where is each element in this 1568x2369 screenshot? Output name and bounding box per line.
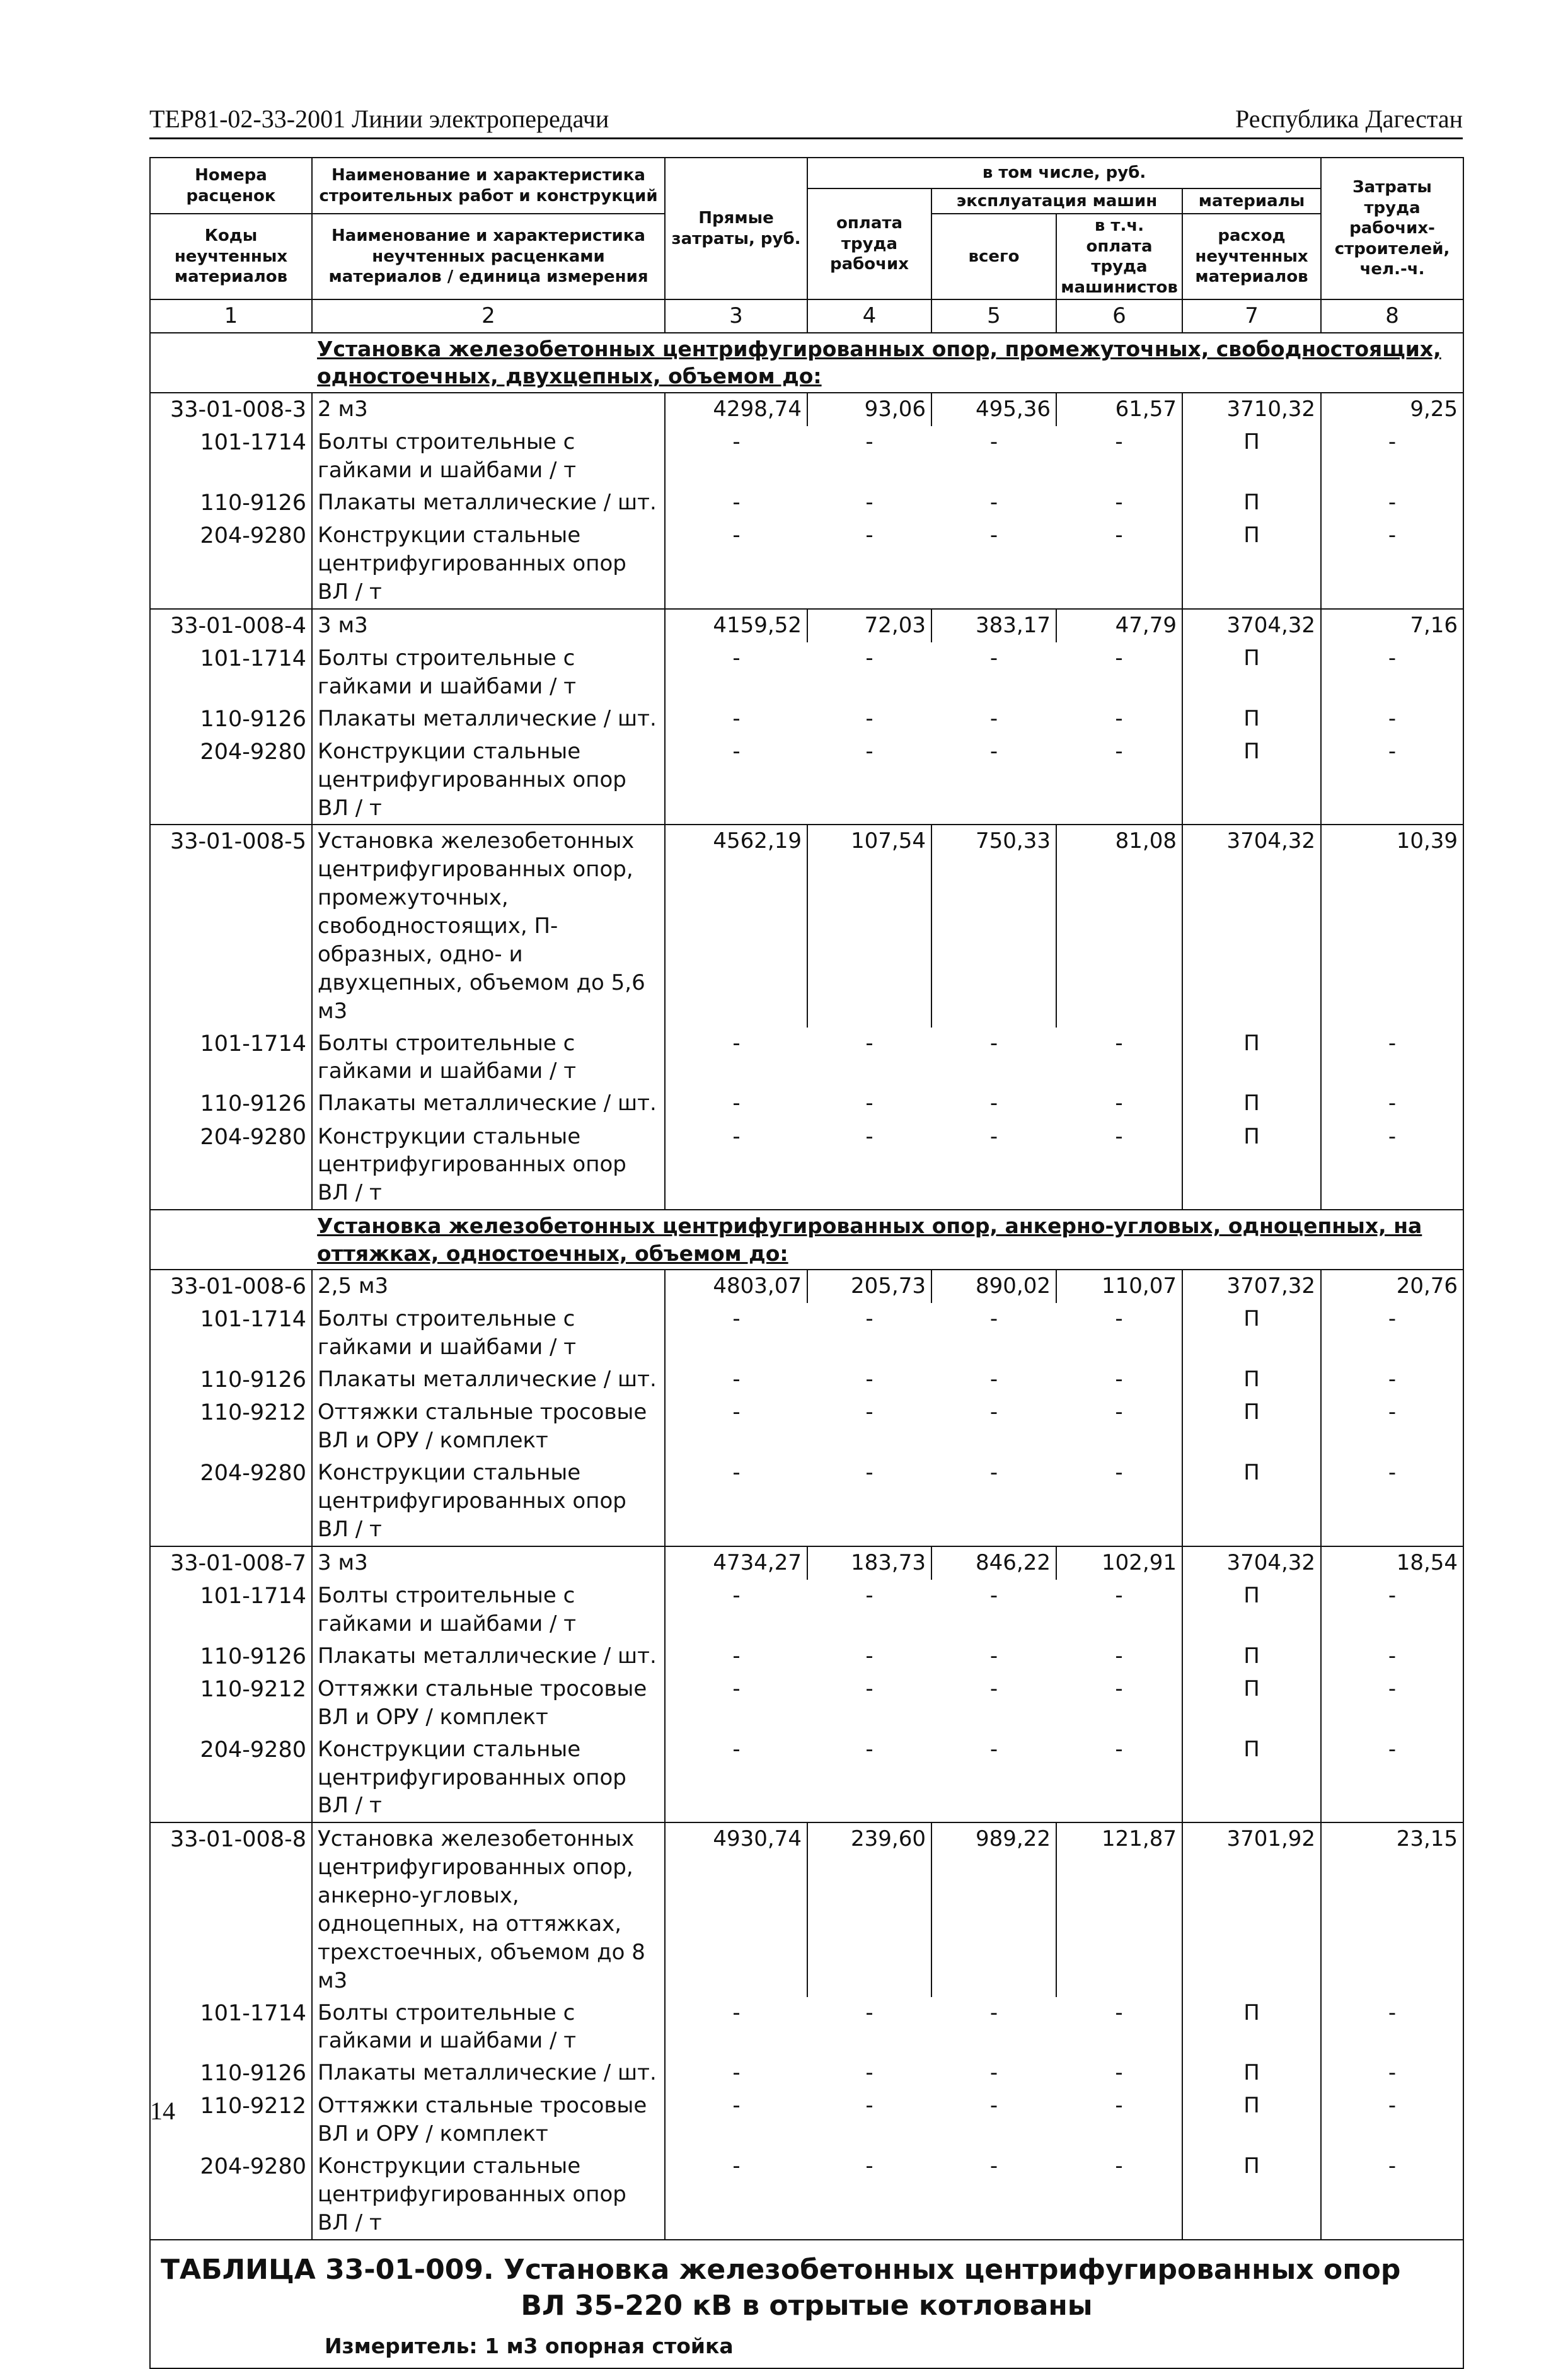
empty-value: - [931,519,1056,609]
empty-value: - [1115,1399,1123,1425]
materials-cost: 3704,32 [1182,825,1321,1027]
material-row [150,426,1463,487]
empty-value: - [665,1121,807,1210]
material-code: 101-1714 [150,1028,312,1088]
material-name: Оттяжки стальные тросовые ВЛ и ОРУ / комплект [312,1396,665,1457]
empty-value: - [931,736,1056,825]
empty-value: - [665,519,807,609]
empty-value: - [665,642,807,703]
empty-value: - [989,429,998,455]
empty-value: - [665,2090,807,2150]
unaccounted-material-mark: П [1182,2150,1321,2240]
empty-value: - [931,1734,1056,1823]
rate-row [150,1546,1463,1580]
rate-code: 33-01-008-4 [150,609,312,642]
price-table [149,157,1464,2369]
empty-value: - [1321,519,1463,609]
unaccounted-material-mark: П [1182,1121,1321,1210]
empty-value: - [1321,1673,1463,1734]
unaccounted-material-mark: П [1182,1364,1321,1396]
table-measure: Измеритель: 1 м3 опорная стойка [325,2334,734,2359]
rate-row [150,609,1463,642]
material-code: 101-1714 [150,1997,312,2058]
rate-row [150,1270,1463,1303]
empty-value: - [1321,2057,1463,2090]
col-number: 8 [1321,299,1463,333]
labor-hours: 10,39 [1321,825,1463,1027]
materials-cost: 3704,32 [1182,609,1321,642]
material-name: Плакаты металлические / шт. [312,1640,665,1673]
material-row [150,1364,1463,1396]
materials-cost: 3701,92 [1182,1822,1321,1996]
empty-value: - [989,705,998,731]
empty-value: - [1115,2093,1123,2119]
labor-cost: 72,03 [807,609,931,642]
page-header [149,102,1463,139]
col1-header-top: Номера расценок [150,158,312,214]
unaccounted-material-mark: П [1182,642,1321,703]
col-number: 6 [1056,299,1182,333]
unaccounted-material-mark: П [1182,1734,1321,1823]
empty-value: - [865,2093,873,2119]
col-number: 2 [312,299,665,333]
unaccounted-material-mark: П [1182,519,1321,609]
material-row [150,1997,1463,2058]
labor-cost: 239,60 [807,1822,931,1996]
machines-cost: 846,22 [931,1546,1056,1580]
unaccounted-material-mark: П [1182,1673,1321,1734]
empty-value: - [1321,703,1463,736]
empty-value: - [1115,1306,1123,1332]
material-row [150,1457,1463,1546]
empty-value: - [665,1640,807,1673]
incl-header: в том числе, руб. [807,158,1321,188]
empty-value: - [665,487,807,519]
direct-cost: 4803,07 [665,1270,807,1303]
material-name: Болты строительные с гайками и шайбами / т [312,1303,665,1364]
col5-header: всего [931,214,1056,299]
empty-value: - [989,1306,998,1332]
empty-value: - [989,1030,998,1056]
empty-value: - [807,1734,931,1823]
empty-value: - [807,1121,931,1210]
empty-value: - [1056,736,1182,825]
empty-value: - [865,489,873,515]
machinists-cost: 110,07 [1056,1270,1182,1303]
material-code: 110-9126 [150,703,312,736]
empty-value: - [931,2150,1056,2240]
rate-name: 3 м3 [312,609,665,642]
empty-value: - [1115,645,1123,671]
unaccounted-material-mark: П [1182,1640,1321,1673]
material-name: Болты строительные с гайками и шайбами / т [312,642,665,703]
direct-cost: 4930,74 [665,1822,807,1996]
labor-hours: 20,76 [1321,1270,1463,1303]
empty-value: - [665,1303,807,1364]
empty-value: - [1056,519,1182,609]
empty-value: - [1321,1121,1463,1210]
material-code: 110-9126 [150,1087,312,1120]
empty-value: - [665,1673,807,1734]
rate-name: 2 м3 [312,393,665,426]
empty-value: - [807,2150,931,2240]
empty-value: - [931,1121,1056,1210]
rate-code: 33-01-008-3 [150,393,312,426]
col-number: 5 [931,299,1056,333]
empty-value: - [989,645,998,671]
material-name: Оттяжки стальные тросовые ВЛ и ОРУ / комплект [312,2090,665,2150]
empty-value: - [1115,705,1123,731]
col-number: 7 [1182,299,1321,333]
section-heading-text: Установка железобетонных центрифугированных опор, промежуточных, свободностоящих, одностоечных, двухцепных, объемом до: [317,336,1441,389]
empty-value: - [1321,426,1463,487]
direct-cost: 4159,52 [665,609,807,642]
unaccounted-material-mark: П [1182,2090,1321,2150]
empty-value: - [665,1457,807,1546]
empty-value: - [1321,1997,1463,2058]
empty-value: - [665,2057,807,2090]
col2-header-bottom: Наименование и характеристика неучтенных расценками материалов / единица измерения [312,214,665,299]
material-name: Плакаты металлические / шт. [312,1364,665,1396]
machinists-cost: 121,87 [1056,1822,1182,1996]
empty-value: - [665,426,807,487]
empty-value: - [865,645,873,671]
rate-code: 33-01-008-5 [150,825,312,1027]
empty-value: - [1321,1457,1463,1546]
machinists-cost: 61,57 [1056,393,1182,426]
material-name: Плакаты металлические / шт. [312,2057,665,2090]
labor-hours: 7,16 [1321,609,1463,642]
material-row [150,1640,1463,1673]
col3-header: Прямые затраты, руб. [665,158,807,299]
empty-value: - [665,1364,807,1396]
machinists-cost: 81,08 [1056,825,1182,1027]
material-row [150,2057,1463,2090]
material-row [150,1580,1463,1640]
material-name: Болты строительные с гайками и шайбами / т [312,426,665,487]
material-row [150,1303,1463,1364]
material-row [150,519,1463,609]
direct-cost: 4734,27 [665,1546,807,1580]
material-code: 110-9126 [150,1640,312,1673]
machines-cost: 750,33 [931,825,1056,1027]
empty-value: - [1056,1121,1182,1210]
empty-value: - [989,1676,998,1701]
document-title: ТЕР81-02-33-2001 Линии электропередачи [149,105,609,133]
rate-name: Установка железобетонных центрифугированных опор, промежуточных, свободностоящих, П-образных, одно- и двухцепных, объемом до 5,6 м3 [312,825,665,1027]
material-code: 110-9212 [150,2090,312,2150]
empty-value: - [1056,2150,1182,2240]
table-title: ТАБЛИЦА 33-01-009. Установка железобетонных центрифугированных опор [161,2253,1401,2286]
empty-value: - [665,1396,807,1457]
material-row [150,1028,1463,1088]
materials-cost: 3704,32 [1182,1546,1321,1580]
empty-value: - [989,2093,998,2119]
section-spacer [150,1210,312,1270]
col2-header-top: Наименование и характеристика строительных работ и конструкций [312,158,665,214]
empty-value: - [989,2060,998,2086]
material-row [150,2090,1463,2150]
empty-value: - [865,2000,873,2025]
empty-value: - [989,489,998,515]
region-name: Республика Дагестан [1235,105,1463,133]
empty-value: - [865,705,873,731]
machines-cost: 890,02 [931,1270,1056,1303]
unaccounted-material-mark: П [1182,1997,1321,2058]
material-code: 110-9212 [150,1673,312,1734]
empty-value: - [989,1399,998,1425]
col6-header: в т.ч. оплата труда машинистов [1056,214,1182,299]
direct-cost: 4562,19 [665,825,807,1027]
material-code: 204-9280 [150,1121,312,1210]
materials-header: материалы [1182,188,1321,214]
empty-value: - [1056,1457,1182,1546]
empty-value: - [1115,2060,1123,2086]
material-code: 204-9280 [150,519,312,609]
material-row [150,487,1463,519]
empty-value: - [1115,1030,1123,1056]
material-name: Болты строительные с гайками и шайбами / т [312,1028,665,1088]
rate-code: 33-01-008-7 [150,1546,312,1580]
machines-cost: 989,22 [931,1822,1056,1996]
material-name: Болты строительные с гайками и шайбами / т [312,1580,665,1640]
empty-value: - [1321,2150,1463,2240]
empty-value: - [1321,1580,1463,1640]
unaccounted-material-mark: П [1182,2057,1321,2090]
empty-value: - [1115,489,1123,515]
material-name: Конструкции стальные центрифугированных опор ВЛ / т [312,1457,665,1546]
material-code: 110-9212 [150,1396,312,1457]
empty-value: - [989,1367,998,1393]
labor-hours: 18,54 [1321,1546,1463,1580]
empty-value: - [931,1457,1056,1546]
rate-name: 2,5 м3 [312,1270,665,1303]
machinists-cost: 102,91 [1056,1546,1182,1580]
empty-value: - [807,1457,931,1546]
rate-name: 3 м3 [312,1546,665,1580]
col7-header: расход неучтенных материалов [1182,214,1321,299]
empty-value: - [1115,1091,1123,1116]
material-code: 204-9280 [150,736,312,825]
empty-value: - [865,2060,873,2086]
empty-value: - [1115,429,1123,455]
empty-value: - [1321,2090,1463,2150]
empty-value: - [989,1643,998,1669]
materials-cost: 3710,32 [1182,393,1321,426]
unaccounted-material-mark: П [1182,426,1321,487]
section-heading [312,1210,1463,1270]
empty-value: - [1115,1367,1123,1393]
empty-value: - [1321,1028,1463,1088]
rate-row [150,393,1463,426]
material-name: Плакаты металлические / шт. [312,487,665,519]
material-row [150,1396,1463,1457]
empty-value: - [865,1676,873,1701]
unaccounted-material-mark: П [1182,487,1321,519]
col-number: 1 [150,299,312,333]
material-name: Конструкции стальные центрифугированных опор ВЛ / т [312,2150,665,2240]
empty-value: - [665,2150,807,2240]
empty-value: - [807,736,931,825]
empty-value: - [1115,1643,1123,1669]
empty-value: - [1115,1582,1123,1608]
empty-value: - [865,429,873,455]
material-row [150,1087,1463,1120]
material-code: 110-9126 [150,1364,312,1396]
empty-value: - [989,1091,998,1116]
machines-header: эксплуатация машин [931,188,1182,214]
empty-value: - [1321,1303,1463,1364]
col4-header: оплата труда рабочих [807,188,931,299]
empty-value: - [665,736,807,825]
empty-value: - [865,1399,873,1425]
unaccounted-material-mark: П [1182,703,1321,736]
rate-code: 33-01-008-8 [150,1822,312,1996]
machinists-cost: 47,79 [1056,609,1182,642]
next-table-caption [150,2240,1463,2368]
materials-cost: 3707,32 [1182,1270,1321,1303]
col8-header: Затраты труда рабочих-строителей, чел.-ч. [1321,158,1463,299]
rate-row [150,1822,1463,1996]
section-spacer [150,333,312,393]
empty-value: - [865,1091,873,1116]
material-name: Конструкции стальные центрифугированных опор ВЛ / т [312,1734,665,1823]
material-name: Конструкции стальные центрифугированных опор ВЛ / т [312,519,665,609]
material-code: 101-1714 [150,1580,312,1640]
rate-row [150,825,1463,1027]
empty-value: - [665,1087,807,1120]
empty-value: - [865,1030,873,1056]
material-code: 101-1714 [150,642,312,703]
labor-cost: 107,54 [807,825,931,1027]
material-name: Оттяжки стальные тросовые ВЛ и ОРУ / комплект [312,1673,665,1734]
material-row [150,736,1463,825]
table-title-continued: ВЛ 35-220 кВ в отрытые котлованы [521,2290,1093,2322]
labor-hours: 9,25 [1321,393,1463,426]
material-row [150,642,1463,703]
unaccounted-material-mark: П [1182,736,1321,825]
material-code: 110-9126 [150,487,312,519]
section-heading-text: Установка железобетонных центрифугированных опор, анкерно-угловых, одноцепных, на оттяжках, одностоечных, объемом до: [317,1213,1422,1266]
col-number: 4 [807,299,931,333]
empty-value: - [989,2000,998,2025]
unaccounted-material-mark: П [1182,1580,1321,1640]
empty-value: - [1321,1734,1463,1823]
empty-value: - [1321,1364,1463,1396]
empty-value: - [865,1367,873,1393]
section-heading-row [150,1210,1463,1270]
unaccounted-material-mark: П [1182,1087,1321,1120]
empty-value: - [665,1734,807,1823]
page-number: 14 [150,2097,175,2125]
material-code: 204-9280 [150,1734,312,1823]
next-table-caption-row [150,2240,1463,2368]
unaccounted-material-mark: П [1182,1396,1321,1457]
material-row [150,1121,1463,1210]
empty-value: - [665,1580,807,1640]
rate-name: Установка железобетонных центрифугированных опор, анкерно-угловых, одноцепных, на оттяжках, трехстоечных, объемом до 8 м3 [312,1822,665,1996]
material-name: Конструкции стальные центрифугированных опор ВЛ / т [312,736,665,825]
labor-hours: 23,15 [1321,1822,1463,1996]
col1-header-bottom: Коды неучтенных материалов [150,214,312,299]
rate-code: 33-01-008-6 [150,1270,312,1303]
labor-cost: 93,06 [807,393,931,426]
empty-value: - [1115,1676,1123,1701]
unaccounted-material-mark: П [1182,1028,1321,1088]
empty-value: - [865,1582,873,1608]
material-row [150,703,1463,736]
empty-value: - [989,1582,998,1608]
empty-value: - [1321,1640,1463,1673]
material-row [150,1673,1463,1734]
machines-cost: 495,36 [931,393,1056,426]
empty-value: - [807,519,931,609]
empty-value: - [665,703,807,736]
section-heading [312,333,1463,393]
empty-value: - [665,1028,807,1088]
material-code: 101-1714 [150,426,312,487]
material-code: 204-9280 [150,1457,312,1546]
empty-value: - [1321,1396,1463,1457]
empty-value: - [1115,2000,1123,2025]
material-row [150,2150,1463,2240]
col-number: 3 [665,299,807,333]
material-name: Плакаты металлические / шт. [312,703,665,736]
labor-cost: 183,73 [807,1546,931,1580]
labor-cost: 205,73 [807,1270,931,1303]
material-name: Конструкции стальные центрифугированных опор ВЛ / т [312,1121,665,1210]
empty-value: - [1321,642,1463,703]
section-heading-row [150,333,1463,393]
material-name: Плакаты металлические / шт. [312,1087,665,1120]
direct-cost: 4298,74 [665,393,807,426]
material-code: 204-9280 [150,2150,312,2240]
material-code: 101-1714 [150,1303,312,1364]
empty-value: - [1056,1734,1182,1823]
empty-value: - [1321,1087,1463,1120]
empty-value: - [865,1643,873,1669]
unaccounted-material-mark: П [1182,1457,1321,1546]
empty-value: - [665,1997,807,2058]
empty-value: - [1321,736,1463,825]
material-code: 110-9126 [150,2057,312,2090]
material-name: Болты строительные с гайками и шайбами / т [312,1997,665,2058]
unaccounted-material-mark: П [1182,1303,1321,1364]
empty-value: - [1321,487,1463,519]
material-row [150,1734,1463,1823]
machines-cost: 383,17 [931,609,1056,642]
empty-value: - [865,1306,873,1332]
